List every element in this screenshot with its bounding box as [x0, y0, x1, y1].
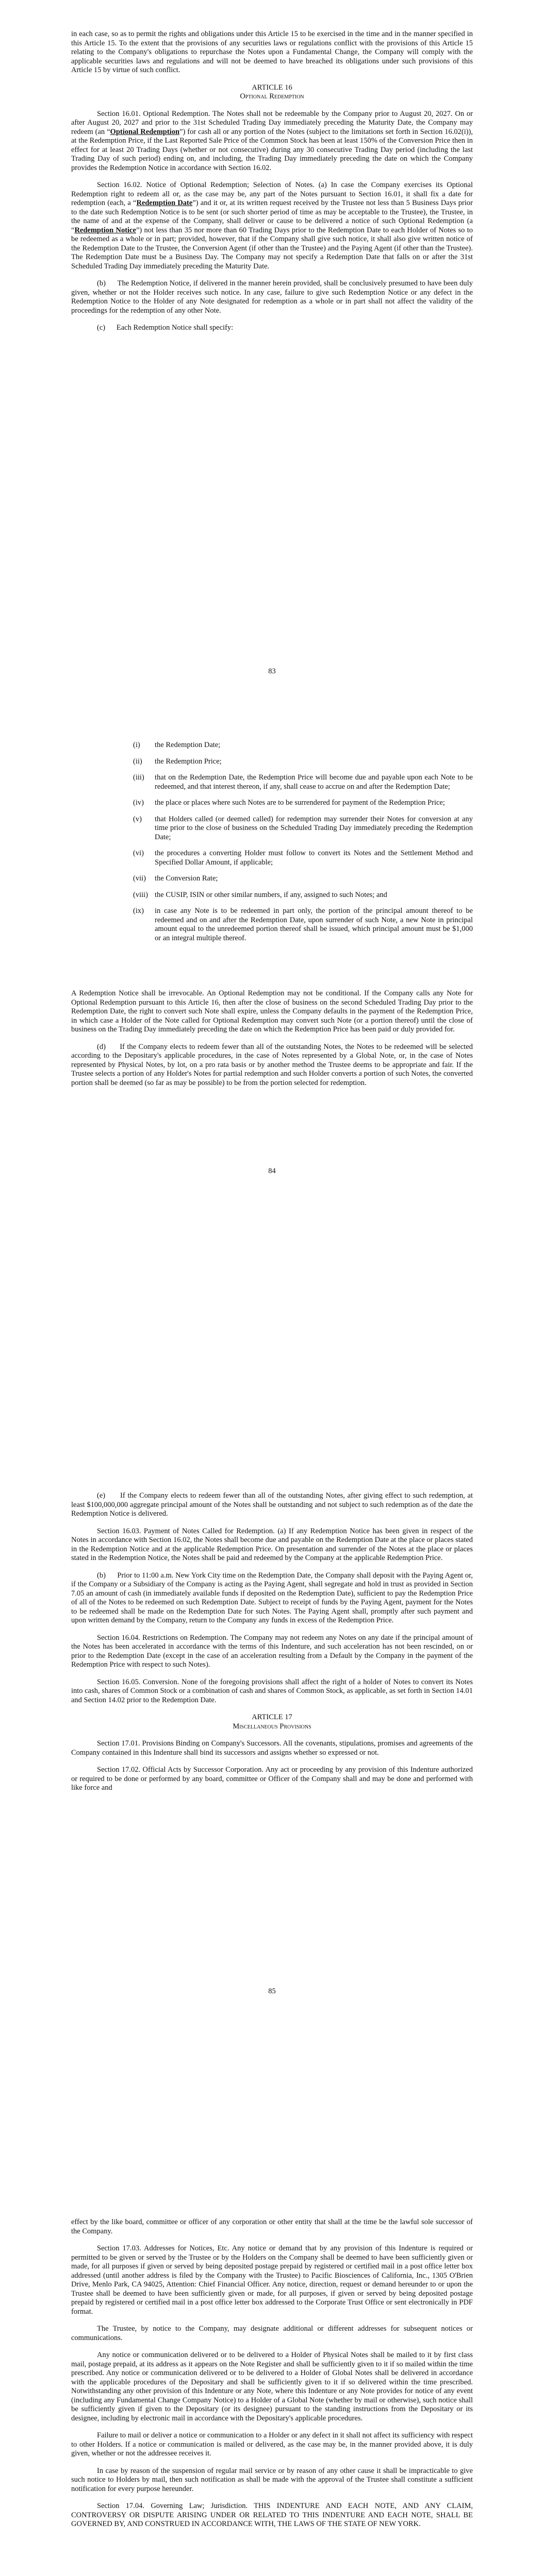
section-16-01: Section 16.01. Optional Redemption. The Notes shall not be redeemable by the Company prior to August 20, 2027. On or after August 20, 2027 and prior to the 31st Scheduled Trading Day immediately preceding the Maturity Date, the Company may redeem (an “Optional Redemption”) for cash all or any portion of the Notes (subject to the limitations set forth in Section 16.02(i)), at the Redemption Price, if the Last Reported Sale Price of the Common Stock has been at least 150% of the Conversion Price then in effect for at least 20 Trading Days (whether or not consecutive) during any 30 consecutive Trading Day period (including the last Trading Day of such period) ending on, and including, the Trading Day immediately preceding the date on which the Company provides the Redemption Notice in accordance with Section 16.02. [71, 109, 473, 172]
article-17-title: Miscellaneous Provisions [233, 1722, 311, 1731]
section-16-03-b: (b) Prior to 11:00 a.m. New York City time on the Redemption Date, the Company shall deposit with the Paying Agent or, if the Company or a Subsidiary of the Company is acting as the Paying Agent, shall segregate and hold in trust as provided in Section 7.05 an amount of cash (in immediately available funds if deposited on the Redemption Date), sufficient to pay the Redemption Price of all of the Notes to be redeemed on such Redemption Date. Subject to receipt of funds by the Paying Agent, payment for the Notes to be redeemed shall be made on the Redemption Date for such Notes. The Paying Agent shall, promptly after such payment and upon written demand by the Company, return to the Company any funds in excess of the Redemption Price. [71, 1571, 473, 1624]
paragraph-successor-effect: effect by the like board, committee or officer of any corporation or other entity that shall at the time be the lawful sole successor of the Company. [71, 2218, 473, 2235]
page-number-84: 84 [268, 1167, 276, 1175]
section-16-04-heading: Section 16.04. Restrictions on Redemption. [97, 1633, 228, 1642]
page-83 [0, 30, 544, 341]
paragraph-holder-notices: Any notice or communication delivered or to be delivered to a Holder of Physical Notes shall be mailed to it by first class mail, postage prepaid, at its address as it appears on the Note Register and shall be sufficiently given to it if so mailed within the time prescribed. Any notice or communication delivered or to be delivered to a Holder of Global Notes shall be delivered in accordance with the applicable procedures of the Depositary and shall be sufficiently given to it if so delivered within the time prescribed. Notwithstanding any other provision of this Indenture or any Note, where this Indenture or any Note provides for notice of any event (including any Fundamental Change Company Notice) to a Holder of a Global Note (whether by mail or otherwise), such notice shall be sufficiently given if given to the Depositary (or its designee) pursuant to the standing instructions from the Depositary or its designee, including by electronic mail in accordance with the Depositary's applicable procedures. [71, 2351, 473, 2422]
section-17-01-heading: Section 17.01. Provisions Binding on Company's Successors. [97, 1739, 282, 1748]
list-item: (v) that Holders called (or deemed called) for redemption may surrender their Notes for conversion at any time prior to the close of business on the Scheduled Trading Day immediately preceding the Redemption Date; [133, 815, 473, 841]
section-17-04-heading: Section 17.04. Governing Law; Jurisdiction. [97, 2502, 248, 2510]
article-16-title: Optional Redemption [240, 92, 304, 100]
term-redemption-date: Redemption Date [136, 199, 193, 207]
section-16-03: Section 16.03. Payment of Notes Called for Redemption. (a) If any Redemption Notice has been given in respect of the Notes in accordance with Section 16.02, the Notes shall become due and payable on the Redemption Date at the place or places stated in the Redemption Notice and at the applicable Redemption Price. On presentation and surrender of the Notes at the place or places stated in the Redemption Notice, the Notes shall be paid and redeemed by the Company at the applicable Redemption Price. [71, 1527, 473, 1562]
term-redemption-notice: Redemption Notice [74, 226, 136, 234]
paragraph-trustee-addresses: The Trustee, by notice to the Company, may designate additional or different addresses for subsequent notices or communications. [71, 2325, 473, 2342]
section-16-02-e: (e) If the Company elects to redeem fewer than all of the outstanding Notes, after giving effect to such redemption, at least $100,000,000 aggregate principal amount of the Notes shall be outstanding and not subject to such redemption as of the date the Redemption Notice is delivered. [71, 1492, 473, 1518]
section-16-05: Section 16.05. Conversion. None of the foregoing provisions shall affect the right of a holder of Notes to convert its Notes into cash, shares of Common Stock or a combination of cash and shares of Common Stock, as applicable, as set forth in Section 14.01 and Section 14.02 prior to the Redemption Date. [71, 1677, 473, 1704]
section-17-02-heading: Section 17.02. Official Acts by Successor Corporation. [97, 1766, 263, 1774]
section-16-03-heading: Section 16.03. Payment of Notes Called for Redemption. [97, 1527, 275, 1535]
page-84 [0, 741, 544, 950]
page-84-body [0, 989, 544, 1096]
section-16-02-heading: Section 16.02. Notice of Optional Redemption; Selection of Notes. [97, 181, 315, 189]
list-item: (i) the Redemption Date; [133, 741, 221, 749]
section-17-04: Section 17.04. Governing Law; Jurisdiction. THIS INDENTURE AND EACH NOTE, AND ANY CLAIM, CONTROVERSY OR DISPUTE ARISING UNDER OR RELATED TO THIS INDENTURE AND EACH NOTE, SHALL BE GOVERNED BY, AND CONSTRUED IN ACCORDANCE WITH, THE LAWS OF THE STATE OF NEW YORK. [71, 2502, 473, 2528]
section-17-03: Section 17.03. Addresses for Notices, Etc. Any notice or demand that by any provision of this Indenture is required or permitted to be given or served by the Trustee or by the Holders on the Company shall be deemed to have been sufficiently given or made, for all purposes if given or served by being deposited postage prepaid by registered or certified mail in a post office letter box addressed (until another address is filed by the Company with the Trustee) to Pacific Biosciences of California, Inc., 1305 O'Brien Drive, Menlo Park, CA 94025, Attention: Chief Financial Officer. Any notice, direction, request or demand hereunder to or upon the Trustee shall be deemed to have been sufficiently given or made, for all purposes, if given or served by being deposited postage prepaid by registered or certified mail in a post office letter box addressed to the Corporate Trust Office or sent electronically in PDF format. [71, 2244, 473, 2316]
section-16-04: Section 16.04. Restrictions on Redemption. The Company may not redeem any Notes on any date if the principal amount of the Notes has been accelerated in accordance with the terms of this Indenture, and such acceleration has not been rescinded, on or prior to the Redemption Date (except in the case of an acceleration resulting from a Default by the Company in the payment of the Redemption Price with respect to such Notes). [71, 1633, 473, 1669]
section-16-02: Section 16.02. Notice of Optional Redemption; Selection of Notes. (a) In case the Company exercises its Optional Redemption right to redeem all or, as the case may be, any part of the Notes pursuant to Section 16.01, it shall fix a date for redemption (each, a “Redemption Date”) and it or, at its written request received by the Trustee not less than 5 Business Days prior to the date such Redemption Notice is to be sent (or such shorter period of time as may be acceptable to the Trustee), the Trustee, in the name of and at the expense of the Company, shall deliver or cause to be delivered a notice of such Optional Redemption (a “Redemption Notice”) not less than 35 nor more than 60 Trading Days prior to the Redemption Date to each Holder of Notes so to be redeemed as a whole or in part; provided, however, that if the Company shall give such notice, it shall also give written notice of the Redemption Date to the Trustee, the Conversion Agent (if other than the Trustee) and the Paying Agent (if other than the Trustee). The Redemption Date must be a Business Day. The Company may not specify a Redemption Date that falls on or after the 31st Scheduled Trading Day immediately preceding the Maturity Date. [71, 181, 473, 270]
section-16-02-b: (b) The Redemption Notice, if delivered in the manner herein provided, shall be conclusively presumed to have been duly given, whether or not the Holder receives such notice. In any case, failure to give such Redemption Notice or any defect in the Redemption Notice to the Holder of any Note designated for redemption as a whole or in part shall not affect the validity of the proceedings for the redemption of any other Note. [71, 279, 473, 315]
page-number-83: 83 [268, 667, 276, 675]
paragraph-mail-suspension: In case by reason of the suspension of regular mail service or by reason of any other cause it shall be impracticable to give such notice to Holders by mail, then such notification as shall be made with the approval of the Trustee shall constitute a sufficient notification for every purpose hereunder. [71, 2466, 473, 2493]
section-16-02-d: (d) If the Company elects to redeem fewer than all of the outstanding Notes, the Notes to be redeemed will be selected according to the Depositary's applicable procedures, in the case of Notes represented by a Global Note, or, in the case of Notes represented by Physical Notes, by lot, on a pro rata basis or by another method the Trustee deems to be appropriate and fair. If the Trustee selects a portion of any Holder's Notes for partial redemption and such Holder converts a portion of such Notes, the converted portion shall be deemed (so far as may be possible) to be from the portion selected for redemption. [71, 1042, 473, 1087]
section-17-01: Section 17.01. Provisions Binding on Company's Successors. All the covenants, stipulations, promises and agreements of the Company contained in this Indenture shall bind its successors and assigns whether so expressed or not. [71, 1739, 473, 1757]
section-16-02-c: (c) Each Redemption Notice shall specify: [97, 324, 234, 332]
section-17-03-heading: Section 17.03. Addresses for Notices, Etc. [97, 2244, 229, 2252]
paragraph-article15-closing: in each case, so as to permit the rights and obligations under this Article 15 to be exercised in the time and in the manner specified in this Article 15. To the extent that the provisions of any securities laws or regulations conflict with the provisions of this Article 15 relating to the Company's obligations to repurchase the Notes upon a Fundamental Change, the Company will comply with the applicable securities laws and regulations and will not be deemed to have breached its obligations under such provisions of this Article 15 by virtue of such conflict. [71, 30, 473, 74]
paragraph-irrevocable: A Redemption Notice shall be irrevocable. An Optional Redemption may not be conditional. If the Company calls any Note for Optional Redemption pursuant to this Article 16, then after the close of business on the second Scheduled Trading Day prior to the Redemption Date, the right to convert such Note shall expire, unless the Company defaults in the payment of the Redemption Price, in which case a Holder of the Note called for Optional Redemption may convert such Note (or a portion thereof) until the close of business on the Trading Day immediately preceding the date on which the Redemption Price has been paid or duly provided for. [71, 989, 473, 1033]
paragraph-failure-to-mail: Failure to mail or deliver a notice or communication to a Holder or any defect in it shall not affect its sufficiency with respect to other Holders. If a notice or communication is mailed or delivered, as the case may be, in the manner provided above, it is duly given, whether or not the addressee receives it. [71, 2431, 473, 2458]
page-85 [0, 1492, 544, 1801]
article-17-number: ARTICLE 17 [252, 1713, 292, 1721]
list-item: (iii) that on the Redemption Date, the Redemption Price will become due and payable upon each Note to be redeemed, and that interest thereon, if any, shall cease to accrue on and after the Redemption Date; [133, 773, 473, 791]
section-16-05-heading: Section 16.05. Conversion. [97, 1677, 179, 1686]
list-item: (ix) in case any Note is to be redeemed in part only, the portion of the principal amount thereof to be redeemed and on and after the Redemption Date, upon surrender of such Note, a new Note in principal amount equal to the unredeemed portion thereof shall be issued, which principal amount must be $1,000 or an integral multiple thereof. [133, 907, 473, 942]
article-16-number: ARTICLE 16 [252, 83, 292, 92]
section-16-01-heading: Section 16.01. Optional Redemption. [97, 109, 210, 118]
list-item: (vi) the procedures a converting Holder must follow to convert its Notes and the Settlement Method and Specified Dollar Amount, if applicable; [133, 849, 473, 867]
list-item: (vii) the Conversion Rate; [133, 874, 218, 883]
section-17-02: Section 17.02. Official Acts by Successor Corporation. Any act or proceeding by any provision of this Indenture authorized or required to be done or performed by any board, committee or Officer of the Company shall and may be done and performed with like force and [71, 1766, 473, 1792]
list-item: (iv) the place or places where such Notes are to be surrendered for payment of the Redemption Price; [133, 799, 445, 807]
list-item: (viii) the CUSIP, ISIN or other similar numbers, if any, assigned to such Notes; and [133, 890, 387, 899]
page-number-85: 85 [268, 1987, 276, 1995]
redemption-notice-items [133, 741, 473, 943]
page-86 [0, 2218, 544, 2537]
term-optional-redemption: Optional Redemption [110, 127, 180, 136]
list-item: (ii) the Redemption Price; [133, 757, 222, 766]
